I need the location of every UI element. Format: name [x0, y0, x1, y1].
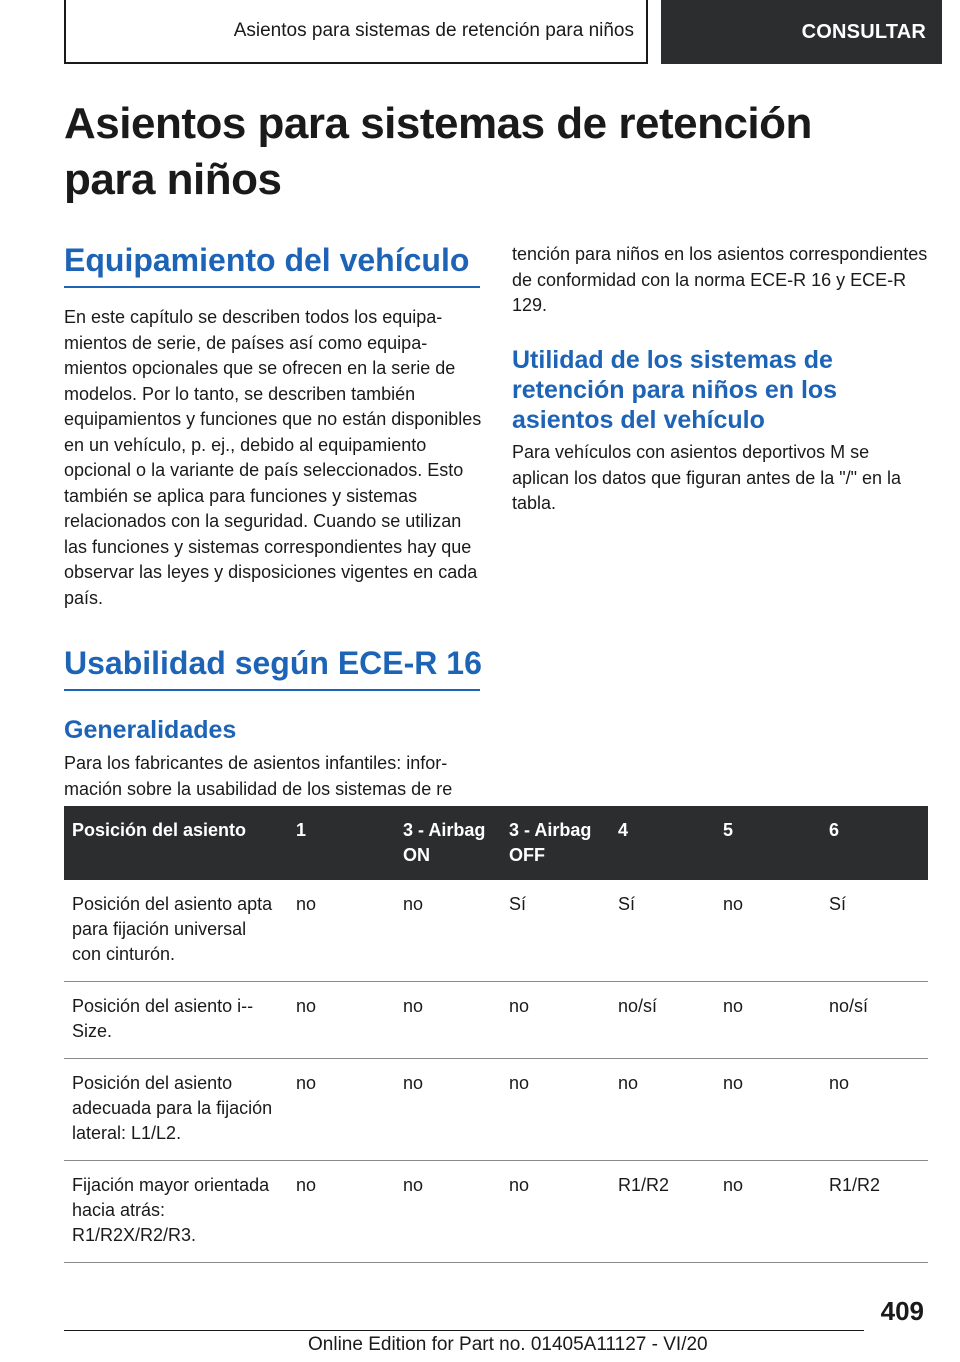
table-cell: no [288, 1059, 395, 1161]
table-cell: Sí [821, 880, 928, 982]
header-seat-3-airbag-on: 3 - Airbag ON [395, 806, 501, 880]
header-seat-3-airbag-off: 3 - Airbag OFF [501, 806, 610, 880]
consultar-tab[interactable] [661, 0, 942, 64]
table-cell: Sí [610, 880, 715, 982]
header-seat-position: Posición del asiento [64, 806, 288, 880]
heading-vehicle-equipment: Equipamiento del vehículo [64, 240, 480, 288]
table-cell: no [395, 1059, 501, 1161]
table-cell: no [610, 1059, 715, 1161]
row-label: Fijación mayor orientada hacia atrás: R1/R2X/R2/R3. [64, 1161, 288, 1263]
row-label: Posición del asiento adecuada para la fijación lateral: L1/L2. [64, 1059, 288, 1161]
generalidades-paragraph-part2: tención para niños en los asientos correspondientes de conformidad con la norma ECE-R 16 y ECE-R 129. [512, 244, 928, 315]
row-label: Posición del asiento i-Size. [64, 982, 288, 1059]
table-cell: no [715, 1059, 821, 1161]
table-cell: no [501, 982, 610, 1059]
table-cell: no [288, 1161, 395, 1263]
table-cell: R1/R2 [610, 1161, 715, 1263]
table-header-row [64, 806, 928, 880]
heading-utility: Utilidad de los sistemas de retención para niños en los asientos del vehículo [512, 346, 838, 434]
table-cell: no [395, 880, 501, 982]
row-label: Posición del asiento apta para fijación universal con cinturón. [64, 880, 288, 982]
heading-generalidades: Generalidades [64, 716, 237, 744]
table-cell: no [501, 1161, 610, 1263]
table-cell: Sí [501, 880, 610, 982]
table-row [64, 982, 928, 1059]
table-cell: no [821, 1059, 928, 1161]
footer-edition-text: Online Edition for Part no. 01405A11127 - VI/20 [308, 1334, 708, 1355]
table-cell: no/sí [821, 982, 928, 1059]
table-row [64, 880, 928, 982]
table-row [64, 1161, 928, 1263]
table-cell: no [715, 1161, 821, 1263]
table-cell: no [395, 1161, 501, 1263]
child-seat-usability-table [64, 806, 928, 1263]
header-seat-6: 6 [821, 806, 928, 880]
table-cell: no [395, 982, 501, 1059]
page-number: 409 [880, 1296, 924, 1326]
table-cell: no [288, 982, 395, 1059]
header-seat-1: 1 [288, 806, 395, 880]
running-header-title [64, 0, 648, 64]
table-cell: no [715, 982, 821, 1059]
header-seat-4: 4 [610, 806, 715, 880]
table-cell: R1/R2 [821, 1161, 928, 1263]
footer-divider [64, 1330, 864, 1331]
header-seat-5: 5 [715, 806, 821, 880]
utility-paragraph: Para vehículos con asientos deportivos M se aplican los datos que figuran antes de la "/" en la tabla. [512, 442, 902, 513]
consultar-tab-label: CONSULTAR [801, 20, 926, 43]
table-row [64, 1059, 928, 1161]
table-cell: no [715, 880, 821, 982]
heading-usability: Usabilidad según ECE-R 16 [64, 643, 480, 691]
table-cell: no [501, 1059, 610, 1161]
page-title: Asientos para sistemas de retención para niños [64, 99, 812, 204]
table-cell: no [288, 880, 395, 982]
vehicle-equipment-paragraph: En este capítulo se describen todos los equipamientos de serie, de países así como equipamientos opcionales que se ofrecen en la serie de modelos. Por lo tanto, se describen también equipamientos y funciones que no están disponibles en un vehículo, p. ej., debido al equipamiento opcional o la variante de país seleccionados. Esto también se aplica para funciones y sistemas relacionados con la seguridad. Cuando se utilizan las funciones y sistemas correspondientes hay que observar las leyes y disposiciones vigentes en cada país. [64, 307, 482, 608]
table-cell: no/sí [610, 982, 715, 1059]
running-header-text: Asientos para sistemas de retención para niños [233, 20, 634, 41]
generalidades-paragraph-part1: Para los fabricantes de asientos infantiles: información sobre la usabilidad de los sistemas de re [64, 753, 453, 799]
